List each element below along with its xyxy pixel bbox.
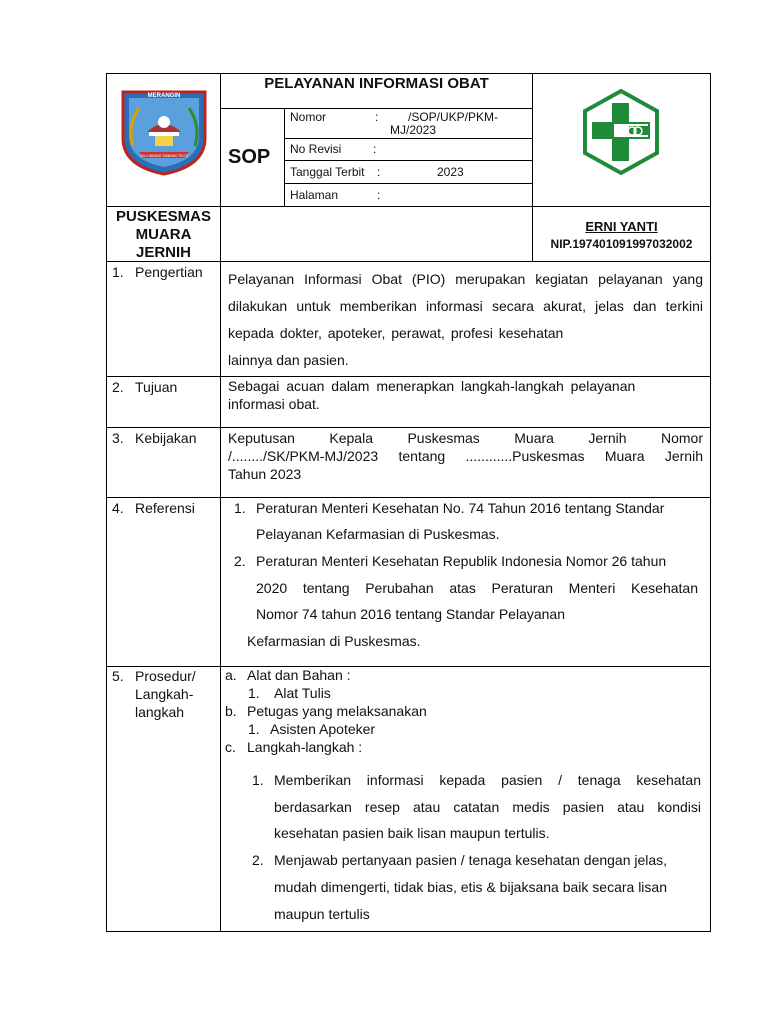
- crest-bottom-text: TALI UNDANG TAMBANG TELITI: [140, 154, 188, 158]
- step-2-number: 2.: [252, 852, 264, 868]
- org-name-line2: MUARA: [135, 226, 192, 243]
- section-1-line: kepada dokter, apoteker, perawat, profesi kesehatan: [228, 325, 564, 341]
- field-halaman-sep: :: [377, 188, 381, 202]
- item-a-mark: a.: [225, 667, 237, 683]
- section-2-line: Sebagai acuan dalam menerapkan langkah-langkah pelayanan: [228, 378, 636, 394]
- step-2-line: maupun tertulis: [274, 906, 370, 922]
- crest-top-text: MERANGIN: [147, 93, 181, 99]
- reference-2-line: Peraturan Menteri Kesehatan Republik Indonesia Nomor 26 tahun: [256, 553, 667, 569]
- org-name-line1: PUSKESMAS: [115, 208, 212, 225]
- org-name-line3: JERNIH: [135, 244, 191, 261]
- item-c-mark: c.: [225, 739, 236, 755]
- reference-1-line: Pelayanan Kefarmasian di Puskesmas.: [256, 526, 500, 542]
- section-1-line: dilakukan untuk memberikan informasi secara akurat, jelas dan terkini: [228, 298, 703, 314]
- step-2-line: mudah dimengerti, tidak bias, etis & bijaksana baik secara lisan: [274, 879, 667, 895]
- field-revisi-label: No Revisi: [290, 142, 342, 156]
- item-a1-number: 1.: [248, 685, 260, 701]
- section-3-number: 3.: [112, 430, 124, 446]
- field-tanggal-value: 2023: [437, 165, 464, 179]
- reference-2-number: 2.: [234, 553, 246, 569]
- section-3-label: Kebijakan: [135, 430, 197, 446]
- step-1-line: Memberikan informasi kepada pasien / tenaga kesehatan: [274, 772, 701, 788]
- field-tanggal-sep: :: [377, 165, 381, 179]
- merangin-crest-logo: [119, 86, 209, 176]
- step-1-number: 1.: [252, 772, 264, 788]
- step-1-line: kesehatan pasien baik lisan maupun tertulis.: [274, 825, 550, 841]
- section-5-label-line: Langkah-: [135, 686, 194, 702]
- field-nomor-value: /SOP/UKP/PKM-: [408, 110, 499, 124]
- signer-name: ERNI YANTI: [585, 219, 658, 234]
- item-b-mark: b.: [225, 703, 237, 719]
- section-3-line: /......../SK/PKM-MJ/2023 tentang ............Puskesmas Muara Jernih: [228, 448, 703, 464]
- reference-tail: Kefarmasian di Puskesmas.: [247, 633, 421, 649]
- section-1-number: 1.: [112, 264, 124, 280]
- section-5-number: 5.: [112, 668, 124, 684]
- puskesmas-logo: [577, 88, 665, 176]
- section-2-number: 2.: [112, 379, 124, 395]
- item-b1-text: Asisten Apoteker: [270, 721, 376, 737]
- item-b-text: Petugas yang melaksanakan: [247, 703, 427, 719]
- item-a1-text: Alat Tulis: [274, 685, 331, 701]
- section-1-line: Pelayanan Informasi Obat (PIO) merupakan kegiatan pelayanan yang: [228, 271, 703, 287]
- reference-2-line: Nomor 74 tahun 2016 tentang Standar Pelayanan: [256, 606, 566, 622]
- item-a-text: Alat dan Bahan :: [247, 667, 351, 683]
- section-1-label: Pengertian: [135, 264, 203, 280]
- item-c-text: Langkah-langkah :: [247, 739, 363, 755]
- section-4-label: Referensi: [135, 500, 195, 516]
- field-tanggal-label: Tanggal Terbit: [290, 165, 365, 179]
- step-2-line: Menjawab pertanyaan pasien / tenaga kesehatan dengan jelas,: [274, 852, 668, 868]
- step-1-line: berdasarkan resep atau catatan medis pasien atau kondisi: [274, 799, 701, 815]
- section-5-label-line: Prosedur/: [135, 668, 196, 684]
- section-3-line: Keputusan Kepala Puskesmas Muara Jernih Nomor: [228, 430, 703, 446]
- reference-1-number: 1.: [234, 500, 246, 516]
- section-2-label: Tujuan: [135, 379, 178, 395]
- field-halaman-label: Halaman: [290, 188, 339, 202]
- field-nomor-sep: :: [375, 110, 379, 124]
- section-2-line: informasi obat.: [228, 396, 320, 412]
- section-5-label-line: langkah: [135, 704, 185, 720]
- reference-1-line: Peraturan Menteri Kesehatan No. 74 Tahun 2016 tentang Standar: [256, 500, 665, 516]
- signer-nip: NIP.197401091997032002: [550, 237, 693, 251]
- field-nomor-value-cont: MJ/2023: [390, 123, 437, 137]
- reference-2-line: 2020 tentang Perubahan atas Peraturan Menteri Kesehatan: [256, 580, 698, 596]
- section-1-line: lainnya dan pasien.: [228, 352, 349, 368]
- section-4-number: 4.: [112, 500, 124, 516]
- field-nomor-label: Nomor: [290, 110, 327, 124]
- field-revisi-sep: :: [373, 142, 377, 156]
- sop-label: SOP: [228, 146, 271, 168]
- document-title: PELAYANAN INFORMASI OBAT: [264, 75, 489, 92]
- item-b1-number: 1.: [248, 721, 260, 737]
- section-3-line: Tahun 2023: [228, 466, 302, 482]
